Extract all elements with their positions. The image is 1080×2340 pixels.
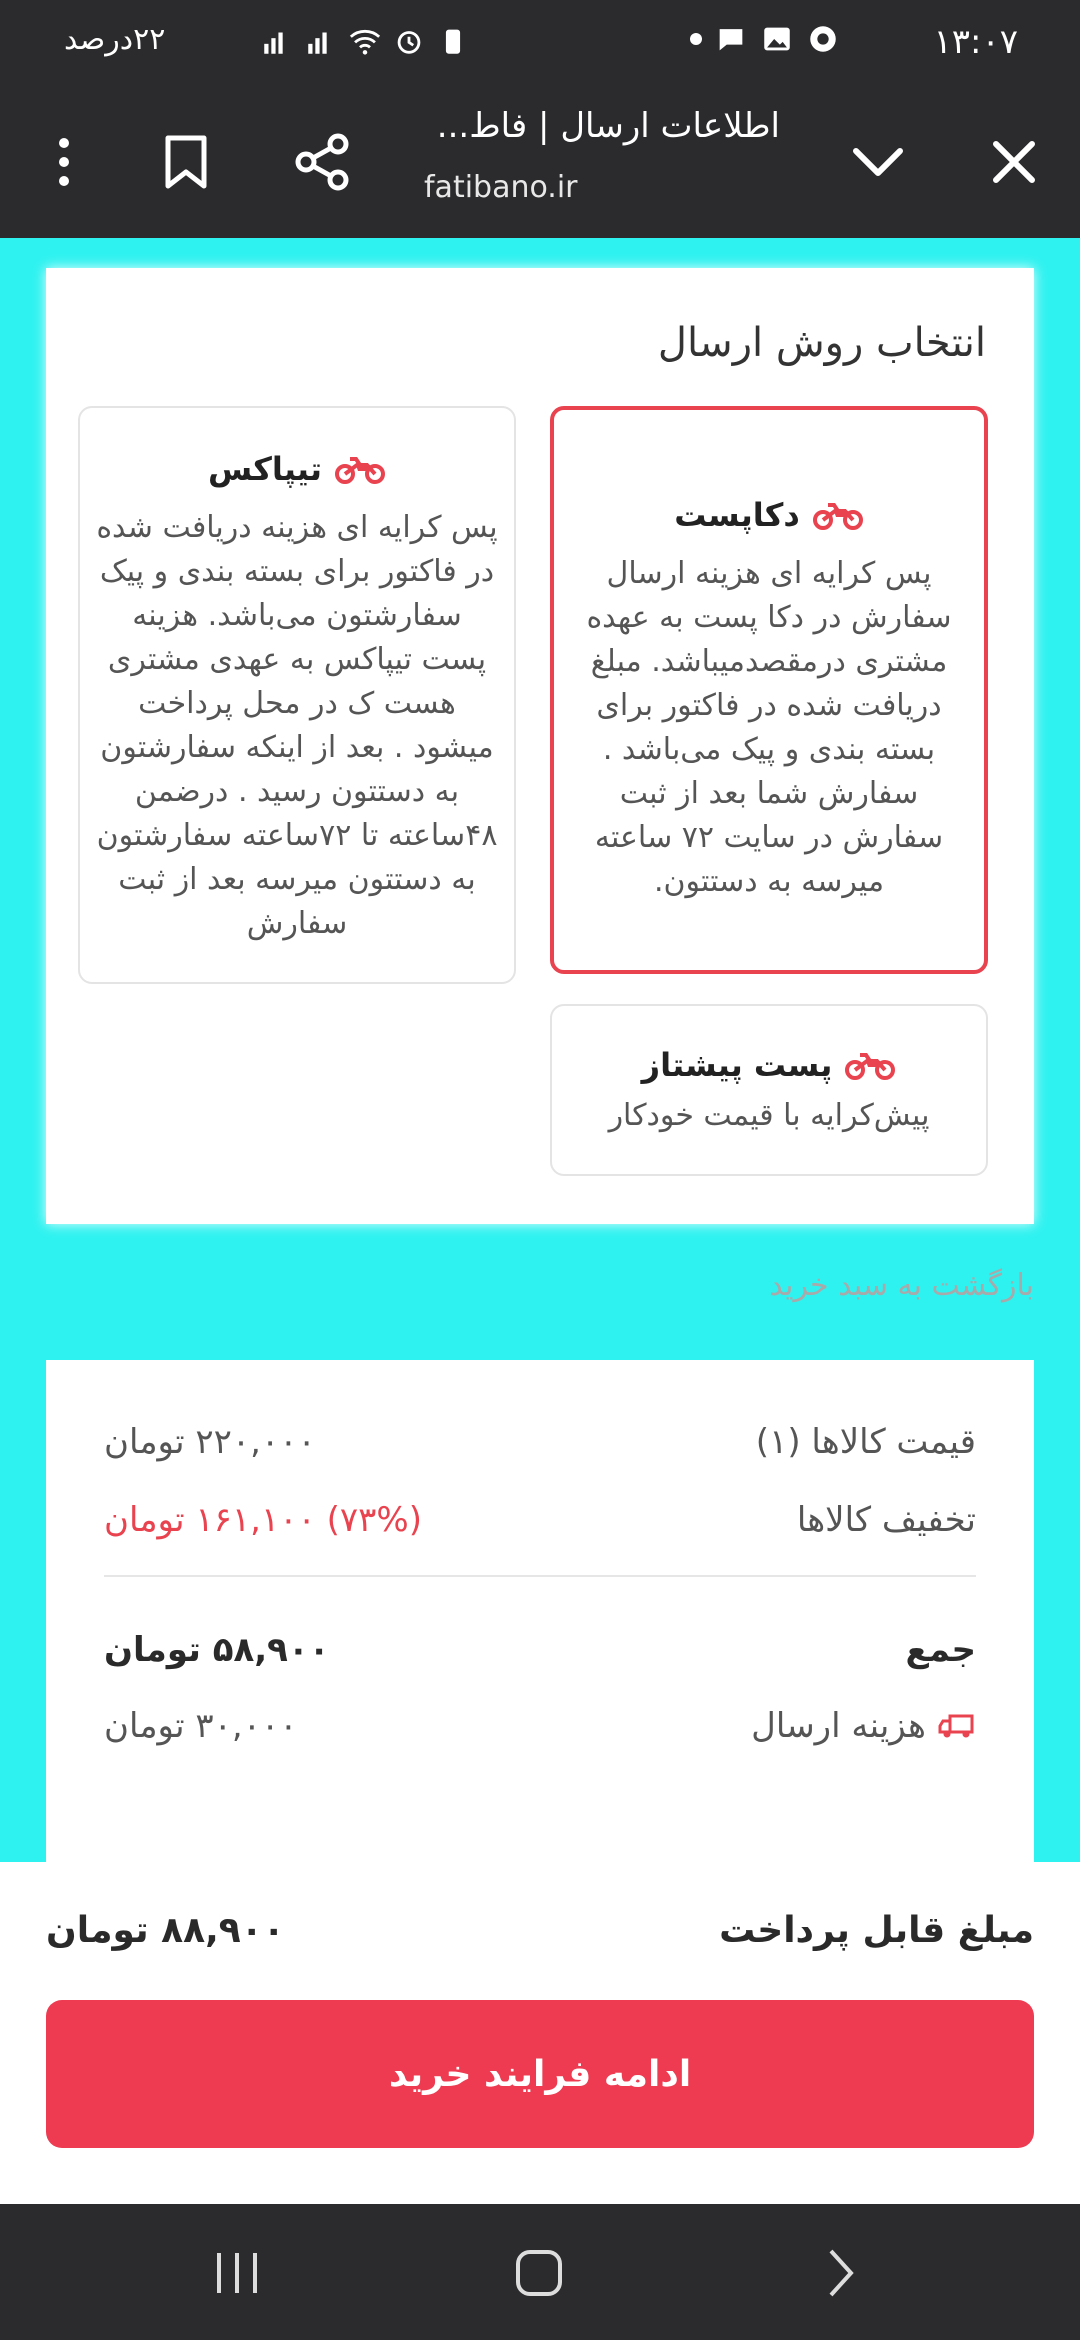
signal-icon (260, 24, 294, 58)
signal-icon-2 (304, 24, 338, 58)
notification-dot-icon (690, 33, 702, 45)
back-chevron-icon (823, 2247, 859, 2299)
option-name: پست پیشتاز (641, 1046, 833, 1084)
share-icon (292, 132, 352, 192)
payable-value: ۸۸,۹۰۰ تومان (46, 1910, 285, 1951)
summary-divider (104, 1575, 976, 1577)
home-icon (513, 2247, 565, 2299)
option-name: دکاپست (674, 496, 800, 534)
option-header (552, 1046, 986, 1084)
alarm-icon (392, 24, 426, 58)
system-nav-bar (0, 2204, 1080, 2340)
option-description: پس کرایه ای هزینه دریافت شده در فاکتور برای بسته بندی و پیک سفارشتون می‌باشد. هزینه پست تیپاکس به عهدی مشتری هست ک در محل پرداخت میشود . بعد از اینکه سفارشتون به دستتون رسید . درضمن ۴۸ساعته تا ۷۲ساعته سفارشتون به دستتون میرسه بعد از ثبت سفارش (96, 510, 498, 941)
clock: ۱۳:۰۷ (933, 22, 1018, 62)
total-row (104, 1630, 976, 1670)
home-button[interactable] (504, 2238, 574, 2308)
expand-button[interactable] (838, 122, 918, 202)
motorcycle-icon (334, 453, 386, 485)
total-value: ۵۸,۹۰۰ تومان (104, 1630, 330, 1670)
continue-purchase-button[interactable]: ادامه فرایند خرید (46, 2000, 1034, 2148)
shipping-title: انتخاب روش ارسال (657, 320, 986, 366)
payable-row (46, 1910, 1034, 1951)
items-price-row (104, 1422, 976, 1462)
order-summary-card (46, 1360, 1034, 1880)
shipping-cost-label: هزینه ارسال (751, 1706, 926, 1746)
payment-panel (0, 1862, 1080, 2204)
shipping-cost-row (104, 1706, 976, 1746)
option-description: پس کرایه ای هزینه ارسال سفارش در دکا پست به عهده مشتری درمقصدمیباشد. مبلغ دریافت شده در فاکتور برای بسته بندی و پیک می‌باشد . سفارش شما بعد از ثبت سفارش در سایت ۷۲ ساعته میرسه به دستتون. (586, 556, 952, 899)
discount-row (104, 1500, 976, 1540)
option-header (554, 496, 984, 534)
close-icon (991, 139, 1037, 185)
bookmark-icon (164, 134, 208, 190)
status-icons-right (690, 22, 840, 56)
payable-label: مبلغ قابل پرداخت (719, 1910, 1034, 1951)
browser-toolbar (0, 86, 1080, 238)
battery-saver-icon (436, 24, 470, 58)
recents-icon (213, 2251, 261, 2295)
page-title: اطلاعات ارسال | فاط... (436, 106, 780, 146)
discount-label: تخفیف کالاها (796, 1500, 976, 1540)
gallery-icon (760, 22, 794, 56)
bookmark-button[interactable] (146, 122, 226, 202)
shipping-option-pishtaz[interactable] (550, 1004, 988, 1176)
shipping-card (46, 268, 1034, 1224)
items-price-label: قیمت کالاها (۱) (755, 1422, 976, 1462)
wifi-icon (348, 24, 382, 58)
option-header (80, 450, 514, 488)
shipping-cost-label-wrap (751, 1706, 976, 1746)
app-icon (806, 22, 840, 56)
share-button[interactable] (282, 122, 362, 202)
shipping-option-tipax[interactable] (78, 406, 516, 984)
battery-text: ۲۲درصد (64, 22, 166, 57)
menu-button[interactable] (24, 122, 104, 202)
more-vert-icon (54, 135, 74, 189)
items-price-value: ۲۲۰,۰۰۰ تومان (104, 1422, 316, 1462)
status-icons-left (260, 24, 470, 58)
back-to-cart-link[interactable]: بازگشت به سبد خرید (769, 1268, 1034, 1303)
option-description: پیش‌کرایه با قیمت خودکار (608, 1098, 930, 1133)
discount-value: (۷۳%) ۱۶۱,۱۰۰ تومان (104, 1500, 422, 1540)
back-button[interactable] (806, 2238, 876, 2308)
status-bar (0, 0, 1080, 86)
total-label: جمع (905, 1630, 976, 1670)
page-domain: fatibano.ir (424, 170, 578, 205)
recents-button[interactable] (202, 2238, 272, 2308)
chat-icon (714, 22, 748, 56)
close-button[interactable] (974, 122, 1054, 202)
chevron-down-icon (850, 145, 906, 179)
shipping-cost-value: ۳۰,۰۰۰ تومان (104, 1706, 298, 1746)
motorcycle-icon (844, 1049, 896, 1081)
motorcycle-icon (812, 499, 864, 531)
shipping-option-dakapost[interactable] (550, 406, 988, 974)
option-name: تیپاکس (208, 450, 322, 488)
truck-icon (938, 1712, 976, 1740)
